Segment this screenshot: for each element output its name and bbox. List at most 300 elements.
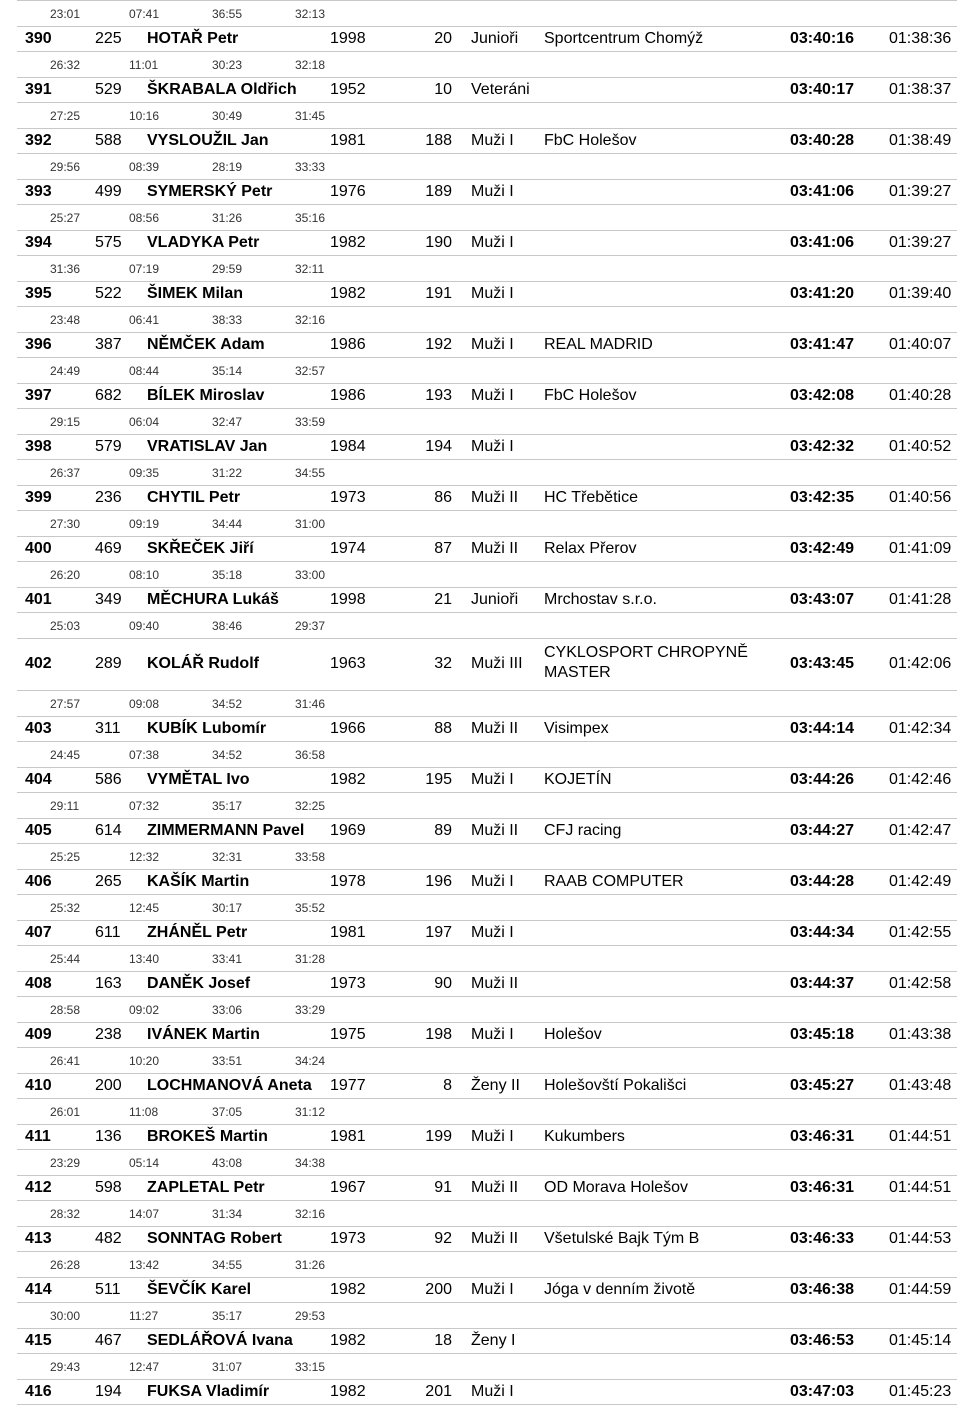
time-loss: 01:38:49 [889,132,952,149]
result-row [17,282,957,307]
split-time: 32:25 [295,799,326,813]
split-time: 07:32 [129,799,160,813]
bib-number: 511 [95,1281,121,1298]
split-time: 32:31 [212,850,243,864]
place: 396 [25,336,52,353]
birth-year: 1984 [330,438,366,455]
split-time: 11:27 [129,1309,159,1323]
bib-number: 482 [95,1230,122,1247]
split-times-row [17,52,957,78]
competitor-name: SEDLÁŘOVÁ Ivana [147,1332,293,1349]
competitor-name: DANĚK Josef [147,975,251,992]
split-time: 32:16 [295,313,326,327]
category: Muži II [471,1179,519,1196]
bib-number: 200 [95,1077,122,1094]
time-loss: 01:43:38 [889,1026,952,1043]
result-row [17,27,957,52]
split-time: 14:07 [129,1207,160,1221]
birth-year: 1982 [330,285,366,302]
split-time: 35:16 [295,211,326,225]
time-loss: 01:38:36 [889,30,952,47]
split-time: 23:01 [50,7,81,21]
category: Ženy I [471,1332,516,1349]
result-row [17,639,957,691]
place: 416 [25,1383,52,1400]
club: HC Třebětice [544,489,638,506]
result-row [17,870,957,895]
split-times-row [17,103,957,129]
category: Muži I [471,438,514,455]
category: Muži I [471,771,514,788]
time-loss: 01:41:28 [889,591,952,608]
club: KOJETÍN [544,771,612,788]
time-loss: 01:45:14 [889,1332,952,1349]
split-time: 07:38 [129,748,160,762]
birth-year: 1973 [330,489,366,506]
split-time: 26:28 [50,1258,81,1272]
time-loss: 01:45:23 [889,1383,952,1400]
split-time: 13:42 [129,1258,160,1272]
place: 403 [25,720,52,737]
category-place: 198 [425,1026,452,1043]
finish-time: 03:44:34 [790,924,855,941]
category-place: 191 [425,285,452,302]
split-time: 35:17 [212,799,243,813]
split-time: 34:55 [295,466,326,480]
competitor-name: BROKEŠ Martin [147,1128,268,1145]
category-place: 196 [425,873,452,890]
split-time: 12:32 [129,850,160,864]
place: 404 [25,771,52,788]
result-row [17,333,957,358]
split-time: 37:05 [212,1105,243,1119]
time-loss: 01:39:27 [889,234,952,251]
split-time: 32:18 [295,58,326,72]
club: Mrchostav s.r.o. [544,591,657,608]
category: Muži I [471,1026,514,1043]
finish-time: 03:46:53 [790,1332,855,1349]
category-place: 89 [434,822,452,839]
split-time: 29:11 [50,799,80,813]
category: Ženy II [471,1077,520,1094]
result-row [17,435,957,460]
category-place: 189 [425,183,452,200]
competitor-name: ZIMMERMANN Pavel [147,822,305,839]
bib-number: 469 [95,540,122,557]
split-time: 33:29 [295,1003,326,1017]
competitor-name: KAŠÍK Martin [147,873,250,890]
category: Muži I [471,1383,514,1400]
birth-year: 1981 [330,1128,366,1145]
competitor-name: NĚMČEK Adam [147,336,265,353]
category: Muži I [471,132,514,149]
bib-number: 467 [95,1332,122,1349]
split-times-row [17,1048,957,1074]
club: FbC Holešov [544,132,637,149]
club: Sportcentrum Chomýž [544,30,704,47]
bib-number: 349 [95,591,122,608]
time-loss: 01:40:52 [889,438,952,455]
split-time: 09:19 [129,517,160,531]
split-time: 29:15 [50,415,81,429]
split-time: 31:34 [212,1207,243,1221]
bib-number: 529 [95,81,122,98]
competitor-name: HOTAŘ Petr [147,30,239,47]
split-time: 27:57 [50,697,81,711]
birth-year: 1977 [330,1077,366,1094]
place: 394 [25,234,52,251]
split-times-row [17,511,957,537]
place: 391 [25,81,52,98]
category-place: 21 [434,591,452,608]
place: 402 [25,655,52,672]
finish-time: 03:44:27 [790,822,855,839]
finish-time: 03:45:18 [790,1026,855,1043]
place: 405 [25,822,52,839]
birth-year: 1973 [330,1230,366,1247]
birth-year: 1967 [330,1179,366,1196]
bib-number: 522 [95,285,122,302]
split-time: 23:29 [50,1156,81,1170]
split-time: 27:30 [50,517,81,531]
birth-year: 1982 [330,234,366,251]
split-time: 32:13 [295,7,326,21]
split-time: 30:00 [50,1309,81,1323]
split-time: 34:52 [212,697,243,711]
birth-year: 1975 [330,1026,366,1043]
split-times-row [17,1201,957,1227]
finish-time: 03:42:08 [790,387,855,404]
finish-time: 03:40:16 [790,30,855,47]
time-loss: 01:39:40 [889,285,952,302]
category-place: 194 [425,438,452,455]
result-row [17,1125,957,1150]
split-time: 28:58 [50,1003,81,1017]
split-time: 30:49 [212,109,243,123]
split-time: 10:20 [129,1054,160,1068]
finish-time: 03:43:45 [790,655,855,672]
bib-number: 579 [95,438,122,455]
birth-year: 1973 [330,975,366,992]
finish-time: 03:46:38 [790,1281,855,1298]
finish-time: 03:44:37 [790,975,855,992]
competitor-name: ŠEVČÍK Karel [147,1281,252,1298]
bib-number: 611 [95,924,121,941]
split-time: 34:24 [295,1054,326,1068]
result-row [17,231,957,256]
split-time: 07:19 [129,262,160,276]
time-loss: 01:40:28 [889,387,952,404]
category-place: 201 [425,1383,452,1400]
category: Muži I [471,924,514,941]
split-time: 09:02 [129,1003,160,1017]
split-time: 29:43 [50,1360,81,1374]
birth-year: 1998 [330,30,366,47]
bib-number: 682 [95,387,122,404]
bib-number: 387 [95,336,122,353]
bib-number: 311 [95,720,121,737]
competitor-name: ZAPLETAL Petr [147,1179,265,1196]
category: Muži I [471,234,514,251]
place: 397 [25,387,52,404]
birth-year: 1986 [330,336,366,353]
bib-number: 598 [95,1179,122,1196]
result-row [17,1176,957,1201]
split-time: 10:16 [129,109,160,123]
birth-year: 1981 [330,132,366,149]
split-time: 06:41 [129,313,160,327]
club: Holešov [544,1026,602,1043]
finish-time: 03:44:28 [790,873,855,890]
result-row [17,819,957,844]
bib-number: 575 [95,234,122,251]
bib-number: 194 [95,1383,122,1400]
split-times-row [17,1252,957,1278]
split-time: 09:08 [129,697,160,711]
split-time: 31:45 [295,109,326,123]
split-times-row [17,0,957,27]
place: 390 [25,30,52,47]
split-times-row [17,358,957,384]
result-row [17,921,957,946]
club: Kukumbers [544,1128,625,1145]
bib-number: 265 [95,873,122,890]
result-row [17,1074,957,1099]
split-time: 31:28 [295,952,326,966]
split-time: 35:17 [212,1309,243,1323]
birth-year: 1982 [330,1383,366,1400]
category-place: 87 [434,540,452,557]
competitor-name: MĚCHURA Lukáš [147,591,279,608]
finish-time: 03:46:33 [790,1230,855,1247]
split-time: 26:37 [50,466,81,480]
result-row [17,1227,957,1252]
split-times-row [17,256,957,282]
result-row [17,129,957,154]
category-place: 200 [425,1281,452,1298]
split-times-row [17,460,957,486]
category-place: 32 [434,655,452,672]
competitor-name: FUKSA Vladimír [147,1383,270,1400]
split-time: 33:06 [212,1003,243,1017]
competitor-name: LOCHMANOVÁ Aneta [147,1077,312,1094]
split-time: 33:33 [295,160,326,174]
finish-time: 03:43:07 [790,591,855,608]
birth-year: 1976 [330,183,366,200]
finish-time: 03:45:27 [790,1077,855,1094]
place: 392 [25,132,52,149]
result-row [17,1380,957,1405]
split-time: 24:49 [50,364,81,378]
competitor-name: VLADYKA Petr [147,234,260,251]
time-loss: 01:39:27 [889,183,952,200]
time-loss: 01:41:09 [889,540,952,557]
category: Muži II [471,822,519,839]
club: Visimpex [544,720,609,737]
split-time: 09:40 [129,619,160,633]
split-time: 38:46 [212,619,243,633]
split-time: 27:25 [50,109,81,123]
split-times-row [17,691,957,717]
finish-time: 03:42:49 [790,540,855,557]
place: 412 [25,1179,52,1196]
split-time: 26:32 [50,58,81,72]
split-time: 34:55 [212,1258,243,1272]
split-times-row [17,1354,957,1380]
split-time: 06:04 [129,415,160,429]
competitor-name: ŠIMEK Milan [147,285,244,302]
split-time: 34:38 [295,1156,326,1170]
place: 401 [25,591,52,608]
split-time: 38:33 [212,313,243,327]
club: RAAB COMPUTER [544,873,684,890]
club: Holešovští Pokališci [544,1077,687,1094]
finish-time: 03:44:14 [790,720,855,737]
bib-number: 499 [95,183,122,200]
finish-time: 03:46:31 [790,1128,855,1145]
birth-year: 1963 [330,655,366,672]
place: 406 [25,873,52,890]
place: 409 [25,1026,52,1043]
time-loss: 01:38:37 [889,81,952,98]
split-time: 33:15 [295,1360,326,1374]
split-time: 08:10 [129,568,160,582]
split-time: 12:45 [129,901,160,915]
birth-year: 1978 [330,873,366,890]
split-time: 43:08 [212,1156,243,1170]
split-times-row [17,742,957,768]
category: Muži I [471,1281,514,1298]
category: Veteráni [471,81,530,98]
category-place: 8 [443,1077,452,1094]
category-place: 197 [425,924,452,941]
birth-year: 1981 [330,924,366,941]
category-place: 188 [425,132,452,149]
split-time: 35:52 [295,901,326,915]
bib-number: 136 [95,1128,122,1145]
category: Junioři [471,591,519,608]
club: OD Morava Holešov [544,1179,689,1196]
split-times-row [17,562,957,588]
result-row [17,717,957,742]
result-row [17,1329,957,1354]
competitor-name: SONNTAG Robert [147,1230,282,1247]
birth-year: 1998 [330,591,366,608]
time-loss: 01:42:55 [889,924,952,941]
club: REAL MADRID [544,336,653,353]
category: Muži I [471,183,514,200]
split-time: 07:41 [129,7,160,21]
category-place: 10 [434,81,452,98]
place: 413 [25,1230,52,1247]
split-time: 11:01 [129,58,159,72]
split-times-row [17,844,957,870]
bib-number: 588 [95,132,122,149]
time-loss: 01:40:56 [889,489,952,506]
split-time: 33:41 [212,952,243,966]
club: Relax Přerov [544,540,637,557]
place: 398 [25,438,52,455]
split-time: 35:14 [212,364,243,378]
split-time: 24:45 [50,748,81,762]
competitor-name: VYMĚTAL Ivo [147,771,250,788]
split-time: 25:03 [50,619,81,633]
category: Muži II [471,540,519,557]
finish-time: 03:46:31 [790,1179,855,1196]
category-place: 199 [425,1128,452,1145]
place: 408 [25,975,52,992]
split-time: 26:20 [50,568,81,582]
finish-time: 03:41:06 [790,183,855,200]
bib-number: 225 [95,30,122,47]
finish-time: 03:41:20 [790,285,855,302]
competitor-name: ŠKRABALA Oldřich [147,81,297,98]
split-times-row [17,409,957,435]
split-time: 34:52 [212,748,243,762]
split-time: 08:44 [129,364,160,378]
result-row [17,180,957,205]
place: 414 [25,1281,52,1298]
bib-number: 289 [95,655,122,672]
time-loss: 01:42:47 [889,822,952,839]
category: Muži I [471,336,514,353]
split-times-row [17,1099,957,1125]
split-time: 31:00 [295,517,326,531]
split-time: 26:01 [50,1105,81,1119]
category-place: 86 [434,489,452,506]
split-times-row [17,205,957,231]
split-time: 30:17 [212,901,243,915]
split-time: 34:44 [212,517,243,531]
time-loss: 01:42:49 [889,873,952,890]
time-loss: 01:44:51 [889,1179,952,1196]
split-time: 25:25 [50,850,81,864]
split-time: 31:36 [50,262,81,276]
category: Muži I [471,1128,514,1145]
time-loss: 01:44:53 [889,1230,952,1247]
birth-year: 1966 [330,720,366,737]
bib-number: 614 [95,822,122,839]
time-loss: 01:42:58 [889,975,952,992]
time-loss: 01:42:34 [889,720,952,737]
finish-time: 03:42:35 [790,489,855,506]
birth-year: 1974 [330,540,366,557]
finish-time: 03:40:28 [790,132,855,149]
split-time: 33:51 [212,1054,243,1068]
split-time: 36:55 [212,7,243,21]
split-time: 28:19 [212,160,243,174]
birth-year: 1986 [330,387,366,404]
split-time: 25:27 [50,211,81,225]
split-time: 30:23 [212,58,243,72]
bib-number: 163 [95,975,122,992]
category-place: 190 [425,234,452,251]
result-row [17,1278,957,1303]
split-time: 32:47 [212,415,243,429]
competitor-name: CHYTIL Petr [147,489,241,506]
category-place: 90 [434,975,452,992]
split-time: 33:59 [295,415,326,429]
category: Muži I [471,873,514,890]
split-time: 35:18 [212,568,243,582]
competitor-name: VRATISLAV Jan [147,438,268,455]
split-times-row [17,154,957,180]
finish-time: 03:41:47 [790,336,855,353]
finish-time: 03:42:32 [790,438,855,455]
split-time: 33:00 [295,568,326,582]
finish-time: 03:40:17 [790,81,855,98]
club: Všetulské Bajk Tým B [544,1230,700,1247]
